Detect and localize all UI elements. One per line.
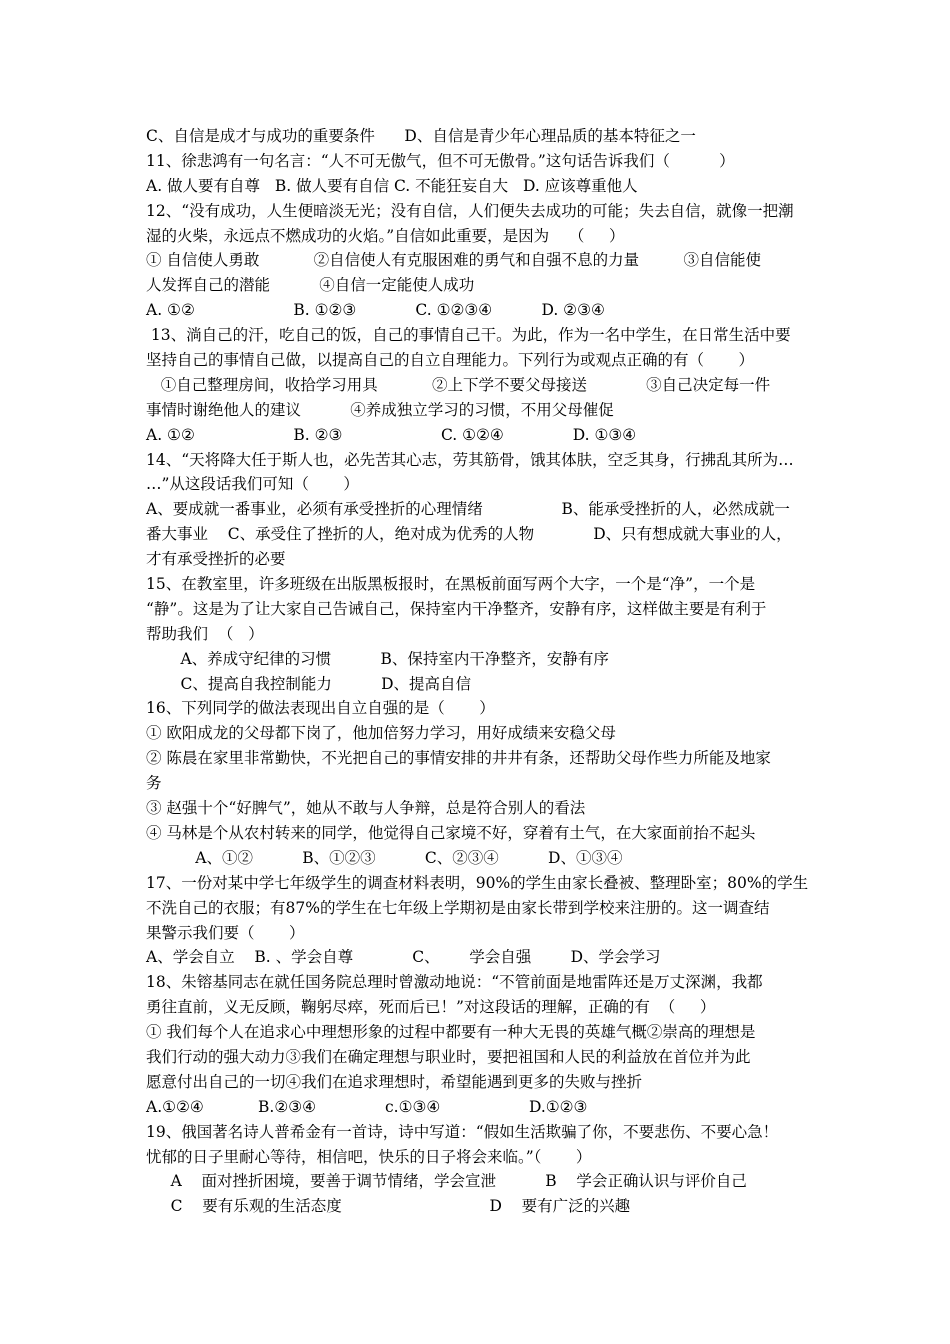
text-line: 果警示我们要（ ） bbox=[146, 923, 305, 942]
text-line: 才有承受挫折的必要 bbox=[146, 550, 286, 569]
question-16: 16、下列同学的做法表现出自立自强的是（ ） bbox=[146, 699, 495, 718]
question-14: 14、“天将降大任于斯人也，必先苦其心志，劳其筋骨，饿其体肤，空乏其身，行拂乱其所为… bbox=[146, 450, 794, 469]
text-line: ① 自信使人勇敢 ②自信使人有克服困难的勇气和自强不息的力量 ③自信能使 bbox=[146, 251, 761, 270]
text-line: ② 陈晨在家里非常勤快，不光把自己的事情安排的井井有条，还帮助父母作些力所能及地家 bbox=[146, 749, 771, 768]
question-15-options: A、养成守纪律的习惯 B、保持室内干净整齐，安静有序 bbox=[146, 649, 609, 668]
text-line: 人发挥自己的潜能 ④自信一定能使人成功 bbox=[146, 276, 475, 295]
text-line: 帮助我们 （ ） bbox=[146, 624, 264, 643]
text-line: ① 我们每个人在追求心中理想形象的过程中都要有一种大无畏的英雄气概②崇高的理想是 bbox=[146, 1023, 756, 1042]
question-19: 19、俄国著名诗人普希金有一首诗，诗中写道：“假如生活欺骗了你，不要悲伤、不要心急！ bbox=[146, 1122, 779, 1141]
question-18-options: A.①②④ B.②③④ c.①③④ D.①②③ bbox=[146, 1097, 588, 1116]
question-11: 11、徐悲鸿有一句名言：“人不可无傲气，但不可无傲骨。”这句话告诉我们（ ） bbox=[146, 151, 735, 170]
question-12: 12、“没有成功，人生便暗淡无光；没有自信，人们便失去成功的可能；失去自信，就像一把潮 bbox=[146, 201, 794, 220]
question-18: 18、朱镕基同志在就任国务院总理时曾激动地说：“不管前面是地雷阵还是万丈深渊，我都 bbox=[146, 973, 763, 992]
text-line: C、自信是成才与成功的重要条件 D、自信是青少年心理品质的基本特征之一 bbox=[146, 127, 696, 145]
text-line: 坚持自己的事情自己做，以提高自己的自立自理能力。下列行为或观点正确的有（ ） bbox=[146, 351, 754, 370]
text-line: 我们行动的强大动力③我们在确定理想与职业时，要把祖国和人民的利益放在首位并为此 bbox=[146, 1047, 751, 1066]
question-17-options: A、学会自立 B. 、学会自尊 C、 学会自强 D、学会学习 bbox=[146, 948, 661, 967]
text-line: 愿意付出自己的一切④我们在追求理想时，希望能遇到更多的失败与挫折 bbox=[146, 1072, 643, 1091]
question-17: 17、一份对某中学七年级学生的调查材料表明，90%的学生由家长叠被、整理卧室；80%的学生 bbox=[146, 873, 809, 892]
text-line: ① 欧阳成龙的父母都下岗了，他加倍努力学习，用好成绩来安稳父母 bbox=[146, 724, 616, 743]
text-line: 勇往直前，义无反顾，鞠躬尽瘁，死而后已！”对这段话的理解，正确的有 （ ） bbox=[146, 998, 716, 1017]
text-line: 湿的火柴，永远点不燃成功的火焰。”自信如此重要，是因为 （ ） bbox=[146, 226, 625, 245]
text-line: 番大事业 C、承受住了挫折的人，绝对成为优秀的人物 D、只有想成就大事业的人， bbox=[146, 525, 792, 544]
text-line: ③ 赵强十个“好脾气”，她从不敢与人争辩，总是符合别人的看法 bbox=[146, 799, 586, 818]
text-line: 忧郁的日子里耐心等待，相信吧，快乐的日子将会来临。”（ ） bbox=[146, 1147, 592, 1166]
question-13-options: A. ①② B. ②③ C. ①②④ D. ①③④ bbox=[146, 425, 637, 444]
question-15: 15、在教室里，许多班级在出版黑板报时，在黑板前面写两个大字，一个是“净”，一个是 bbox=[146, 575, 756, 594]
question-12-options: A. ①② B. ①②③ C. ①②③④ D. ②③④ bbox=[146, 301, 605, 320]
question-19-options: A 面对挫折困境，要善于调节情绪，学会宣泄 B 学会正确认识与评价自己 bbox=[146, 1172, 747, 1191]
exam-page bbox=[146, 124, 814, 1219]
question-15-options: C、提高自我控制能力 D、提高自信 bbox=[146, 674, 472, 693]
text-line: ④ 马林是个从农村转来的同学，他觉得自己家境不好，穿着有土气，在大家面前抬不起头 bbox=[146, 823, 756, 842]
text-line: ①自己整理房间，收拾学习用具 ②上下学不要父母接送 ③自己决定每一件 bbox=[146, 375, 771, 394]
text-line: “静”。这是为了让大家自己告诫自己，保持室内干净整齐，安静有序，这样做主要是有利于 bbox=[146, 599, 767, 618]
question-13: 13、淌自己的汗，吃自己的饭，自己的事情自己干。为此，作为一名中学生，在日常生活中要 bbox=[146, 326, 791, 345]
text-line: 事情时谢绝他人的建议 ④养成独立学习的习惯，不用父母催促 bbox=[146, 400, 614, 419]
text-line: …”从这段话我们可知（ ） bbox=[146, 475, 359, 494]
text-line: 不洗自己的衣服；有87%的学生在七年级上学期初是由家长带到学校来注册的。这一调查结 bbox=[146, 898, 770, 917]
question-19-options: C 要有乐观的生活态度 D 要有广泛的兴趣 bbox=[146, 1197, 631, 1216]
question-16-options: A、①② B、①②③ C、②③④ D、①③④ bbox=[146, 848, 623, 867]
text-line: A、要成就一番事业，必须有承受挫折的心理情绪 B、能承受挫折的人，必然成就一 bbox=[146, 500, 790, 519]
question-11-options: A. 做人要有自尊 B. 做人要有自信 C. 不能狂妄自大 D. 应该尊重他人 bbox=[146, 176, 638, 195]
text-line: 务 bbox=[146, 774, 162, 793]
